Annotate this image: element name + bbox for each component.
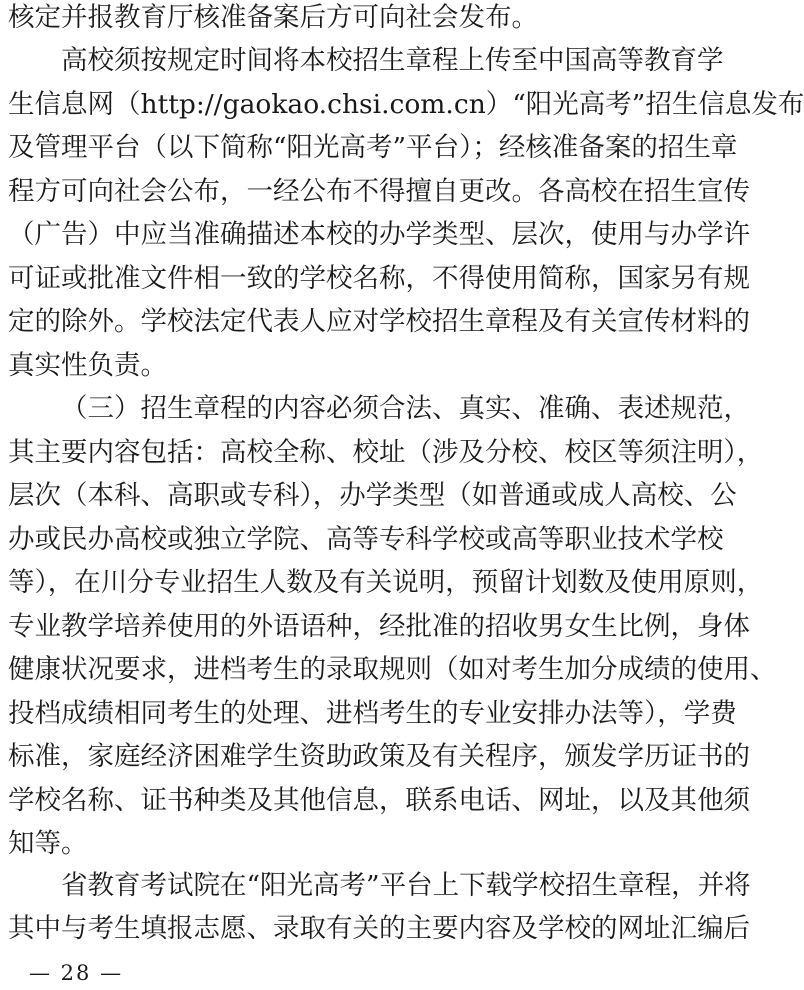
- text-line-6: （广告）中应当准确描述本校的办学类型、层次，使用与办学许: [8, 219, 750, 250]
- text-line-19: 学校名称、证书种类及其他信息，联系电话、网址，以及其他须: [8, 785, 750, 816]
- text-line-10: （三）招生章程的内容必须合法、真实、准确、表述规范，: [61, 393, 750, 424]
- text-line-15: 专业教学培养使用的外语语种，经批准的招收男女生比例，身体: [8, 611, 750, 642]
- text-line-21: 省教育考试院在“阳光高考”平台上下载学校招生章程，并将: [61, 870, 751, 901]
- text-line-17: 投档成绩相同考生的处理、进档考生的专业安排办法等），学费: [8, 698, 737, 729]
- text-line-5: 程方可向社会公布，一经公布不得擅自更改。各高校在招生宣传: [8, 176, 750, 207]
- text-line-22: 其中与考生填报志愿、录取有关的主要内容及学校的网址汇编后: [8, 913, 750, 944]
- text-line-4: 及管理平台（以下简称“阳光高考”平台）；经核准备案的招生章: [8, 132, 738, 163]
- text-line-11: 其主要内容包括：高校全称、校址（涉及分校、校区等须注明），: [8, 437, 764, 468]
- text-line-16: 健康状况要求，进档考生的录取规则（如对考生加分成绩的使用、: [8, 654, 777, 685]
- text-line-20: 知等。: [8, 828, 88, 859]
- text-line-1: 核定并报教育厅核准备案后方可向社会发布。: [8, 2, 538, 33]
- text-line-12: 层次（本科、高职或专科），办学类型（如普通或成人高校、公: [8, 480, 737, 511]
- text-line-13: 办或民办高校或独立学院、高等专科学校或高等职业技术学校: [8, 524, 724, 555]
- text-line-3: 生信息网（http://gaokao.chsi.com.cn）“阳光高考”招生信息发布: [8, 89, 804, 120]
- text-line-9: 真实性负责。: [8, 350, 167, 381]
- text-line-14: 等），在川分专业招生人数及有关说明，预留计划数及使用原则，: [8, 567, 764, 598]
- text-line-7: 可证或批准文件相一致的学校名称，不得使用简称，国家另有规: [8, 263, 750, 294]
- text-line-8: 定的除外。学校法定代表人应对学校招生章程及有关宣传材料的: [8, 306, 750, 337]
- text-line-18: 标准，家庭经济困难学生资助政策及有关程序，颁发学历证书的: [8, 741, 750, 772]
- page-number: — 28 —: [29, 961, 124, 985]
- text-line-2: 高校须按规定时间将本校招生章程上传至中国高等教育学: [61, 45, 724, 76]
